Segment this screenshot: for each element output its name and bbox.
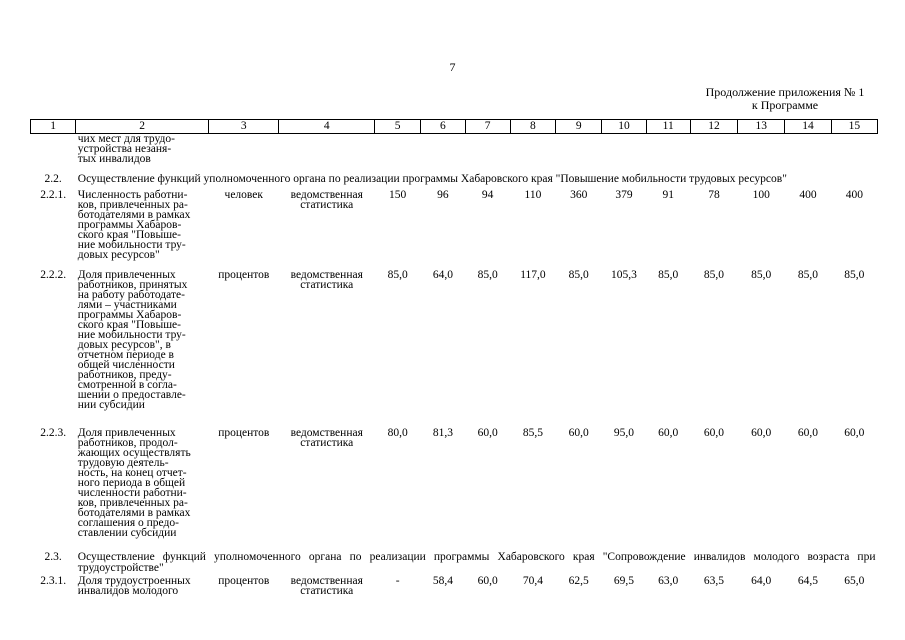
continuation-line-1: Продолжение приложения № 1 — [705, 85, 865, 99]
indicator-name: Доля трудоустроенных инвалидов молодого — [77, 574, 191, 597]
value-cell: 69,5 — [613, 574, 635, 587]
source-cell: ведомственная статистика — [290, 426, 363, 449]
column-number-5: 5 — [375, 120, 421, 134]
column-number-3: 3 — [209, 120, 279, 134]
carryover-empty — [602, 134, 646, 170]
value-cell: 60,0 — [751, 426, 772, 439]
value-cell: 60,0 — [477, 574, 498, 587]
value-cell: 110 — [524, 188, 542, 201]
indicator-name: Доля привлеченных работников, принятых на работу работодате- лями – участниками программы Хабаров- ского края "Повыше- ние мобильности тру- довых ресурсов", в отчетном периоде в общей численности работников, преду- смотренной в согла- шении о предоставле- нии субсидии — [77, 268, 188, 411]
table-row — [31, 428, 878, 548]
value-cell: 60,0 — [844, 426, 865, 439]
value-cell: 60,0 — [477, 426, 498, 439]
value-cell: 150 — [389, 188, 407, 201]
column-number-2: 2 — [76, 120, 209, 134]
value-cell: 85,0 — [797, 268, 819, 281]
page-number: 7 — [449, 60, 456, 74]
carryover-code — [31, 134, 76, 170]
value-cell: 85,0 — [568, 268, 589, 281]
row-code: 2.2.3. — [40, 426, 67, 439]
value-cell: 105,3 — [611, 268, 637, 281]
carryover-empty — [279, 134, 375, 170]
table-row — [31, 190, 878, 270]
indicator-name: Численность работни- ков, привлеченных ра- ботодателями в рамках программы Хабаров- ского края "Повыше- ние мобильности тру- довых ресурсов" — [77, 188, 191, 261]
value-cell: 91 — [662, 188, 674, 201]
carryover-empty — [556, 134, 602, 170]
value-cell: 64,0 — [751, 574, 772, 587]
carryover-empty — [785, 134, 831, 170]
table-row — [31, 270, 878, 428]
value-cell: 85,0 — [751, 268, 772, 281]
value-cell: 85,0 — [703, 268, 725, 281]
carryover-empty — [209, 134, 279, 170]
column-number-7: 7 — [465, 120, 510, 134]
carryover-empty — [421, 134, 465, 170]
continuation-note — [690, 86, 880, 112]
column-number-14: 14 — [785, 120, 831, 134]
unit-cell: человек — [224, 188, 263, 201]
value-cell: 94 — [481, 188, 494, 201]
column-number-6: 6 — [421, 120, 465, 134]
column-number-8: 8 — [510, 120, 555, 134]
value-cell: 85,5 — [522, 426, 543, 439]
row-code: 2.2.1. — [40, 188, 67, 201]
value-cell: 95,0 — [613, 426, 635, 439]
column-number-4: 4 — [279, 120, 375, 134]
value-cell: 65,0 — [844, 574, 865, 587]
value-cell: 96 — [437, 188, 449, 201]
value-cell: 58,4 — [432, 574, 453, 587]
indicators-table — [30, 119, 878, 598]
carryover-empty — [646, 134, 690, 170]
section-title: Осуществление функций уполномоченного органа по реализации программы Хабаровского края "Повышение мобильности трудовых ресурсов" — [77, 172, 787, 185]
unit-cell: процентов — [218, 574, 270, 587]
value-cell: 379 — [615, 188, 633, 201]
value-cell: 60,0 — [703, 426, 725, 439]
value-cell: 117,0 — [520, 268, 546, 281]
section-row — [31, 170, 878, 190]
value-cell: 85,0 — [387, 268, 408, 281]
value-cell: - — [395, 574, 400, 587]
value-cell: 85,0 — [658, 268, 679, 281]
value-cell: 360 — [570, 188, 588, 201]
value-cell: 78 — [708, 188, 720, 201]
source-cell: ведомственная статистика — [290, 574, 363, 597]
value-cell: 80,0 — [387, 426, 408, 439]
value-cell: 63,0 — [658, 574, 679, 587]
carryover-empty — [510, 134, 555, 170]
column-number-11: 11 — [646, 120, 690, 134]
column-number-13: 13 — [738, 120, 785, 134]
value-cell: 81,3 — [432, 426, 453, 439]
column-number-1: 1 — [31, 120, 76, 134]
value-cell: 60,0 — [658, 426, 679, 439]
indicator-name: Доля привлеченных работников, продол- жающих осуществлять трудовую деятель- ность, на конец отчет- ного периода в общей численности работни- ков, привлеченных ра- ботодателями в рамках соглашения о предо- ставлении субсидии — [77, 426, 191, 539]
carryover-empty — [375, 134, 421, 170]
unit-cell: процентов — [218, 268, 270, 281]
value-cell: 400 — [799, 188, 817, 201]
value-cell: 60,0 — [797, 426, 819, 439]
value-cell: 100 — [752, 188, 770, 201]
section-title: Осуществление функций уполномоченного органа по реализации программы Хабаровского края "Сопровождение инвалидов молодого возраста при трудоустройстве" — [77, 550, 876, 574]
carryover-empty — [738, 134, 785, 170]
column-number-9: 9 — [556, 120, 602, 134]
section-code: 2.3. — [44, 550, 62, 563]
carryover-row — [31, 134, 878, 170]
source-cell: ведомственная статистика — [290, 188, 363, 211]
value-cell: 85,0 — [477, 268, 498, 281]
row-code: 2.3.1. — [40, 574, 67, 587]
value-cell: 64,5 — [797, 574, 819, 587]
carryover-empty — [831, 134, 877, 170]
value-cell: 85,0 — [844, 268, 865, 281]
table-header-row — [31, 120, 878, 134]
value-cell: 70,4 — [522, 574, 543, 587]
table-row — [31, 576, 878, 598]
unit-cell: процентов — [218, 426, 270, 439]
section-row — [31, 548, 878, 576]
value-cell: 62,5 — [568, 574, 589, 587]
continuation-line-2: к Программе — [751, 98, 819, 112]
section-code: 2.2. — [44, 172, 62, 185]
source-cell: ведомственная статистика — [290, 268, 363, 291]
value-cell: 63,5 — [703, 574, 725, 587]
carryover-empty — [465, 134, 510, 170]
column-number-10: 10 — [602, 120, 646, 134]
column-number-15: 15 — [831, 120, 877, 134]
carryover-empty — [690, 134, 737, 170]
carryover-text: чих мест для трудо- устройства незаня- тых инвалидов — [77, 133, 175, 165]
value-cell: 64,0 — [432, 268, 453, 281]
value-cell: 400 — [845, 188, 863, 201]
column-number-12: 12 — [690, 120, 737, 134]
row-code: 2.2.2. — [40, 268, 67, 281]
value-cell: 60,0 — [568, 426, 589, 439]
